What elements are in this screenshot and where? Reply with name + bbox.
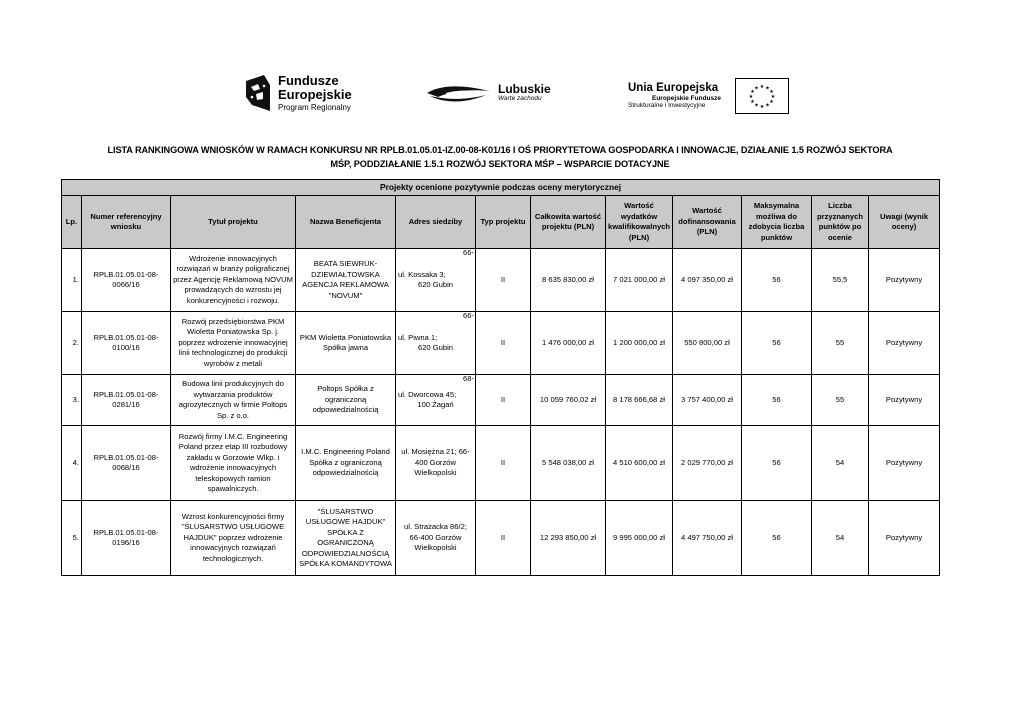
max-points-cell: 56	[742, 375, 812, 426]
funding-amount-cell: 3 757 400,00 zł	[673, 375, 742, 426]
result-cell: Pozytywny	[869, 426, 940, 501]
reference-number-cell: RPLB.01.05.01-08-0066/16	[82, 249, 171, 312]
fundusze-europejskie-emblem-icon	[246, 75, 270, 111]
column-header: Wartość dofinansowania (PLN)	[673, 196, 742, 249]
eligible-costs-cell: 9 995 000,00 zł	[606, 501, 673, 576]
project-title-cell: Wdrożenie innowacyjnych rozwiązań w branży poligraficznej przez Agencję Reklamową NOVUM prowadzących do wzrostu jej konkurencyjności i rozwoju.	[171, 249, 296, 312]
address-city: 620 Gubin	[417, 343, 454, 352]
svg-text:★: ★	[759, 104, 765, 110]
awarded-points-cell: 54	[812, 501, 869, 576]
column-header: Maksymalna możliwa do zdobycia liczba punktów	[742, 196, 812, 249]
project-title-cell: Rozwój firmy I.M.C. Engineering Poland przez etap III rozbudowy zakładu w Gorzowie Wlkp. i wdrożenie innowacyjnych teleskopowych ramion spawalniczych.	[171, 426, 296, 501]
logo-bar	[0, 74, 1024, 116]
reference-number-cell: RPLB.01.05.01-08-0100/16	[82, 312, 171, 375]
funding-amount-cell: 2 029 770,00 zł	[673, 426, 742, 501]
total-value-cell: 12 293 850,00 zł	[531, 501, 606, 576]
awarded-points-cell: 55	[812, 312, 869, 375]
svg-text:★: ★	[759, 84, 765, 90]
table-row	[62, 312, 940, 375]
svg-text:★: ★	[750, 99, 755, 105]
total-value-cell: 1 476 000,00 zł	[531, 312, 606, 375]
address-city: 100 Żagań	[417, 400, 454, 409]
fe-logo-line1: Fundusze	[278, 73, 339, 88]
table-row	[62, 249, 940, 312]
column-header: Uwagi (wynik oceny)	[869, 196, 940, 249]
table-row	[62, 375, 940, 426]
eligible-costs-cell: 1 200 000,00 zł	[606, 312, 673, 375]
address-cell	[396, 375, 476, 426]
result-cell: Pozytywny	[869, 249, 940, 312]
title-line-2: MŚP, PODDZIAŁANIE 1.5.1 ROZWÓJ SEKTORA MŚP – WSPARCIE DOTACYJNE	[330, 159, 670, 169]
eligible-costs-cell: 7 021 000,00 zł	[606, 249, 673, 312]
svg-text:★: ★	[754, 102, 759, 109]
eligible-costs-cell: 4 510 600,00 zł	[606, 426, 673, 501]
ue-logo-line3: Strukturalne i Inwestycyjne	[628, 102, 706, 110]
project-title-cell: Budowa linii produkcyjnych do wytwarzania produktów agrozytecznych w firmie Poltops Sp. z o.o.	[171, 375, 296, 426]
address-cell	[396, 312, 476, 375]
eu-flag-icon	[735, 78, 789, 114]
total-value-cell: 5 548 038,00 zł	[531, 426, 606, 501]
max-points-cell: 56	[742, 501, 812, 576]
column-header: Nazwa Beneficjenta	[296, 196, 396, 249]
funding-amount-cell: 4 497 750,00 zł	[673, 501, 742, 576]
address-street: ul. Dworcowa 45;	[398, 389, 457, 399]
column-header: Wartość wydatków kwalifikowalnych (PLN)	[606, 196, 673, 249]
ranking-table	[61, 179, 940, 576]
max-points-cell: 56	[742, 249, 812, 312]
max-points-cell: 56	[742, 312, 812, 375]
unia-europejska-logo	[628, 78, 789, 114]
column-header: Liczba przyznanych punktów po ocenie	[812, 196, 869, 249]
table-caption: Projekty ocenione pozytywnie podczas oceny merytorycznej	[62, 180, 940, 196]
svg-text:★: ★	[754, 85, 759, 92]
row-number-cell: 5.	[62, 501, 82, 576]
address-postcode-prefix: 66-	[463, 248, 474, 257]
awarded-points-cell: 54	[812, 426, 869, 501]
address-cell	[396, 249, 476, 312]
beneficiary-name-cell: "ŚLUSARSTWO USŁUGOWE HAJDUK" SPÓŁKA Z OGRANICZONĄ ODPOWIEDZIALNOŚCIĄ SPÓŁKA KOMANDYTOWA	[296, 501, 396, 576]
address-postcode-prefix: 68-	[463, 374, 474, 383]
row-number-cell: 1.	[62, 249, 82, 312]
lubuskie-swoosh-icon	[426, 82, 492, 104]
project-type-cell: II	[476, 312, 531, 375]
result-cell: Pozytywny	[869, 375, 940, 426]
svg-text:★: ★	[748, 94, 754, 100]
svg-text:★: ★	[765, 102, 770, 109]
total-value-cell: 10 059 760,02 zł	[531, 375, 606, 426]
project-type-cell: II	[476, 249, 531, 312]
result-cell: Pozytywny	[869, 501, 940, 576]
column-header: Typ projektu	[476, 196, 531, 249]
funding-amount-cell: 4 097 350,00 zł	[673, 249, 742, 312]
table-header-row	[62, 196, 940, 249]
svg-text:★: ★	[765, 85, 770, 92]
column-header: Adres siedziby	[396, 196, 476, 249]
ue-logo-line1: Unia Europejska	[628, 82, 719, 95]
row-number-cell: 3.	[62, 375, 82, 426]
row-number-cell: 4.	[62, 426, 82, 501]
reference-number-cell: RPLB.01.05.01-08-0068/16	[82, 426, 171, 501]
total-value-cell: 8 635 830,00 zł	[531, 249, 606, 312]
ue-logo-line2: Europejskie Fundusze	[652, 95, 721, 103]
table-row	[62, 501, 940, 576]
address-city: 620 Gubin	[417, 280, 454, 289]
project-title-cell: Wzrost konkurencyjności firmy "ŚLUSARSTWO USŁUGOWE HAJDUK" poprzez wdrożenie innowacyjnych rozwiązań technologicznych.	[171, 501, 296, 576]
svg-text:★: ★	[750, 89, 755, 95]
address-cell: ul. Mosiężna 21; 66-400 Gorzów Wielkopolski	[396, 426, 476, 501]
fundusze-europejskie-logo	[246, 74, 352, 112]
document-title	[60, 143, 940, 171]
max-points-cell: 56	[742, 426, 812, 501]
column-header: Numer referencyjny wniosku	[82, 196, 171, 249]
project-title-cell: Rozwój przedsiębiorstwa PKM Wioletta Poniatowska Sp. j. poprzez wdrożenie innowacyjnej linii technologicznej do produkcji wyrobów z metali	[171, 312, 296, 375]
lubuskie-logo-line1: Lubuskie	[498, 82, 551, 97]
column-header: Lp.	[62, 196, 82, 249]
fe-logo-line2: Europejskie	[278, 87, 352, 102]
title-line-1: LISTA RANKINGOWA WNIOSKÓW W RAMACH KONKURSU NR RPLB.01.05.01-IZ.00-08-K01/16 I OŚ PRIORYTETOWA GOSPODARKA I INNOWACJE, DZIAŁANIE 1.5 ROZWÓJ SEKTORA	[107, 145, 893, 155]
eligible-costs-cell: 8 178 666,68 zł	[606, 375, 673, 426]
fe-logo-line3: Program Regionalny	[278, 103, 351, 112]
beneficiary-name-cell: I.M.C. Engineering Poland Spółka z ograniczoną odpowiedzialnością	[296, 426, 396, 501]
address-cell: ul. Strażacka 86/2; 66-400 Gorzów Wielkopolski	[396, 501, 476, 576]
beneficiary-name-cell: BEATA SIEWRUK-DZIEWIAŁTOWSKA AGENCJA REKLAMOWA "NOVUM"	[296, 249, 396, 312]
result-cell: Pozytywny	[869, 312, 940, 375]
awarded-points-cell: 55	[812, 375, 869, 426]
address-street: ul. Piwna 1;	[398, 332, 438, 342]
beneficiary-name-cell: Poltops Spółka z ograniczoną odpowiedzialnością	[296, 375, 396, 426]
address-street: ul. Kossaka 3;	[398, 269, 446, 279]
lubuskie-logo	[426, 82, 551, 104]
column-header: Tytuł projektu	[171, 196, 296, 249]
reference-number-cell: RPLB.01.05.01-08-0281/16	[82, 375, 171, 426]
project-type-cell: II	[476, 501, 531, 576]
svg-text:★: ★	[769, 99, 774, 105]
awarded-points-cell: 55,5	[812, 249, 869, 312]
column-header: Całkowita wartość projektu (PLN)	[531, 196, 606, 249]
project-type-cell: II	[476, 426, 531, 501]
project-type-cell: II	[476, 375, 531, 426]
svg-text:★: ★	[770, 94, 776, 100]
lubuskie-logo-line2: Warte zachodu	[498, 95, 542, 103]
table-body	[62, 249, 940, 576]
funding-amount-cell: 550 800,00 zł	[673, 312, 742, 375]
reference-number-cell: RPLB.01.05.01-08-0196/16	[82, 501, 171, 576]
svg-text:★: ★	[769, 89, 774, 95]
row-number-cell: 2.	[62, 312, 82, 375]
table-row	[62, 426, 940, 501]
address-postcode-prefix: 66-	[463, 311, 474, 320]
beneficiary-name-cell: PKM Wioletta Poniatowska Spółka jawna	[296, 312, 396, 375]
